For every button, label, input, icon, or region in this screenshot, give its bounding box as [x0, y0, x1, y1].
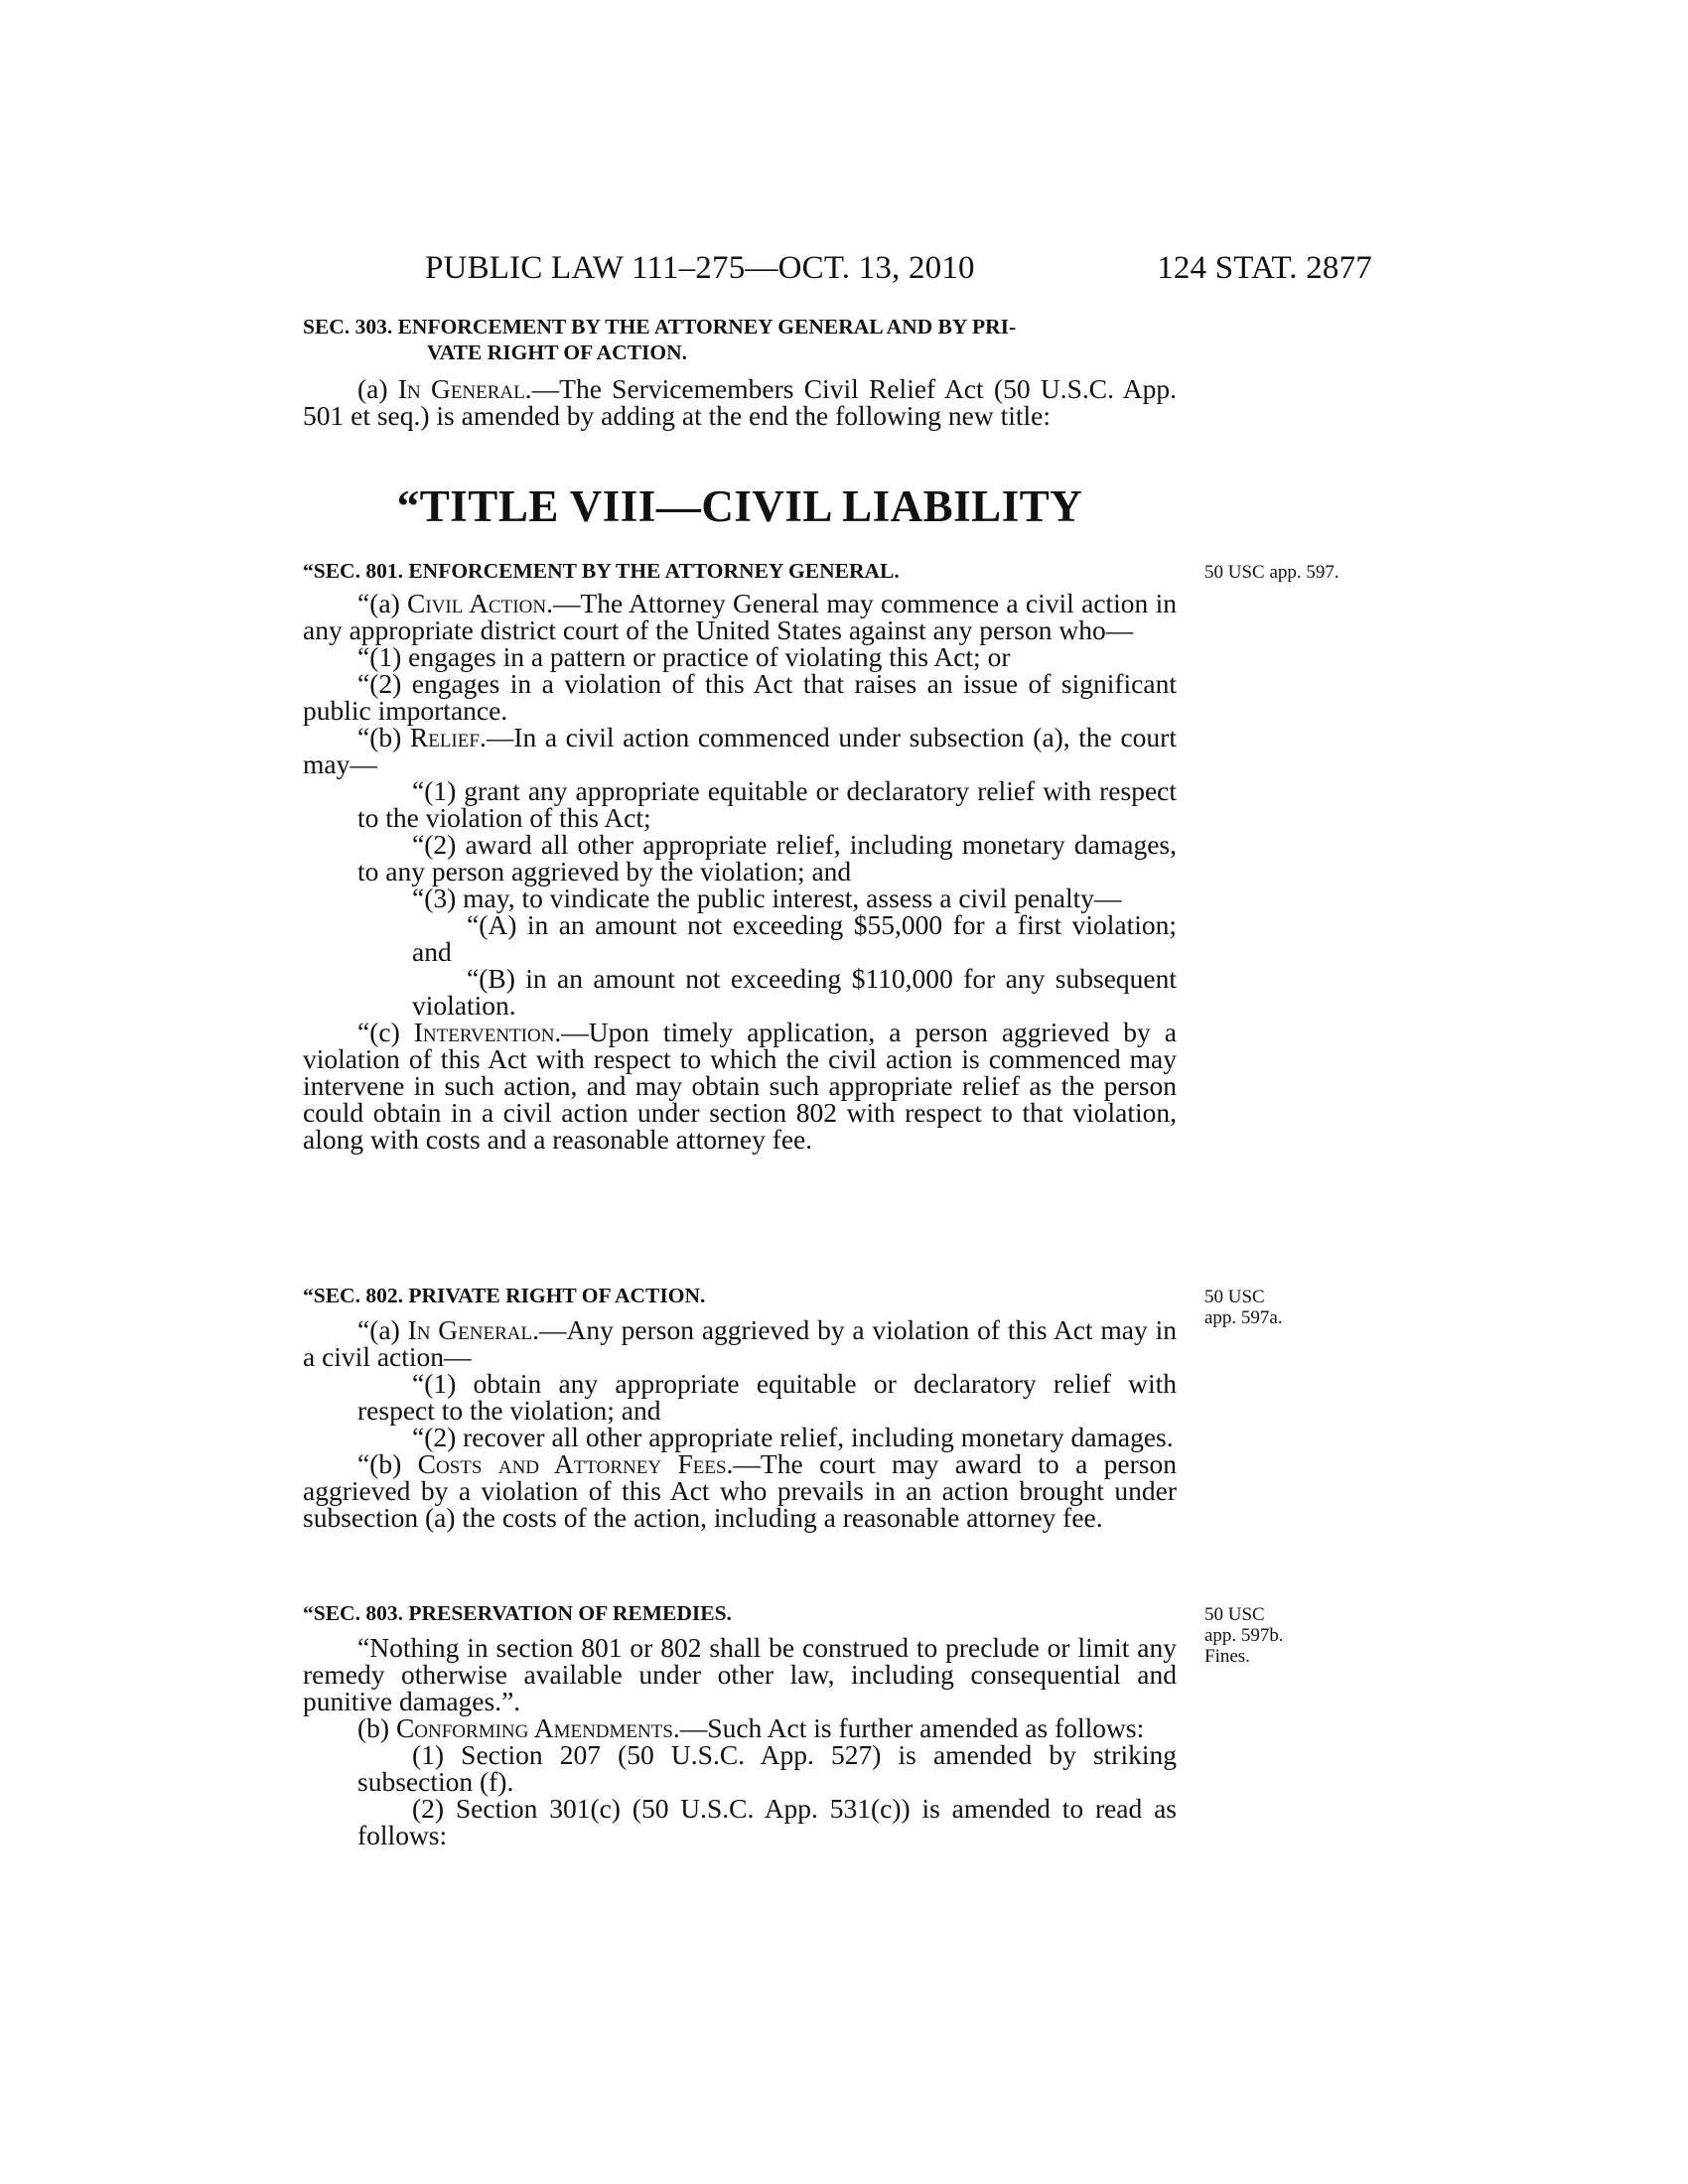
sec802-a1: “(1) obtain any appropriate equitable or declaratory relief with respect to the violation; and [357, 1368, 1177, 1426]
sec801-block [303, 558, 1177, 1153]
sec801-b2: “(2) award all other appropriate relief, including monetary damages, to any person aggrieved by the violation; and [357, 829, 1177, 887]
margin-note-sec801: 50 USC app. 597. [1204, 562, 1339, 583]
sec303-block [303, 314, 1177, 429]
sec803-text: “Nothing in section 801 or 802 shall be construed to preclude or limit any remedy otherwise available under other law, including consequential and punitive damages.”. [303, 1632, 1177, 1716]
sec303-b2: (2) Section 301(c) (50 U.S.C. App. 531(c)) is amended to read as follows: [357, 1793, 1177, 1850]
sec802-block [303, 1283, 1177, 1531]
sec801-heading: “SEC. 801. ENFORCEMENT BY THE ATTORNEY GENERAL. [303, 559, 900, 583]
sec801-b-paragraph [303, 724, 1177, 777]
margin-note-sec803-line2: app. 597b. [1204, 1625, 1284, 1646]
sec303-b1: (1) Section 207 (50 U.S.C. App. 527) is amended by striking subsection (f). [357, 1739, 1177, 1797]
margin-note-sec803 [1204, 1604, 1383, 1667]
sec802-a-text: .—Any person aggrieved by a violation of this Act may in a civil action— [303, 1314, 1177, 1372]
sec801-b3A: “(A) in an amount not exceeding $55,000 for a first violation; and [412, 909, 1177, 967]
sec801-b1: “(1) grant any appropriate equitable or declaratory relief with respect to the violation of this Act; [357, 775, 1177, 833]
sec303-heading-line2: VATE RIGHT OF ACTION. [427, 341, 688, 364]
sec303-b-prefix: (b) [357, 1712, 396, 1743]
margin-note-sec802 [1204, 1287, 1383, 1328]
sec801-a-prefix: “(a) [357, 588, 408, 618]
sec801-b3B: “(B) in an amount not exceeding $110,000 for any subsequent violation. [412, 963, 1177, 1021]
margin-note-sec802-line1: 50 USC [1204, 1287, 1265, 1307]
margin-note-sec802-line2: app. 597a. [1204, 1307, 1283, 1328]
sec801-c-text: .—Upon timely application, a person aggrieved by a violation of this Act with respect to which the civil action is commenced may intervene in such action, and may obtain such appropriate relief as the person could obtain in a civil action under section 802 with respect to that violation, along with costs and a reasonable attorney fee. [303, 1017, 1177, 1155]
sec303-a-text: .—The Servicemembers Civil Relief Act (50 U.S.C. App. 501 et seq.) is amended by adding at the end the following new title: [303, 373, 1178, 431]
sec801-c-paragraph [303, 1019, 1177, 1153]
title-viii-block [303, 480, 1177, 532]
sec802-a2: “(2) recover all other appropriate relief, including monetary damages. [412, 1422, 1174, 1452]
sec801-c-prefix: “(c) [357, 1017, 414, 1047]
sec801-a1: “(1) engages in a pattern or practice of violating this Act; or [357, 641, 1011, 672]
sec801-b3: “(3) may, to vindicate the public interest, assess a civil penalty— [412, 883, 1122, 913]
sec801-a-paragraph [303, 590, 1177, 643]
sec801-a2: “(2) engages in a violation of this Act that raises an issue of significant public importance. [303, 668, 1177, 726]
sec303-heading-line1: SEC. 303. ENFORCEMENT BY THE ATTORNEY GENERAL AND BY PRI- [303, 315, 1017, 339]
running-header-left: PUBLIC LAW 111–275—OCT. 13, 2010 [425, 250, 975, 286]
sec801-b-prefix: “(b) [357, 722, 410, 752]
sec801-a-text: .—The Attorney General may commence a civil action in any appropriate district court of the United States against any person who— [303, 588, 1177, 645]
title-viii-heading: “TITLE VIII—CIVIL LIABILITY [396, 481, 1083, 531]
sec303-b-paragraph [303, 1714, 1177, 1741]
sec802-b-caption: Costs and Attorney Fees [417, 1448, 727, 1479]
sec801-b-text: .—In a civil action commenced under subsection (a), the court may— [303, 722, 1177, 779]
sec802-b-prefix: “(b) [357, 1448, 418, 1479]
margin-note-sec803-line3: Fines. [1204, 1646, 1250, 1667]
sec303-b-text: .—Such Act is further amended as follows: [672, 1712, 1145, 1743]
sec303-a-prefix: (a) [357, 373, 398, 404]
sec802-b-paragraph [303, 1450, 1177, 1531]
sec802-a-caption: In General [407, 1314, 533, 1345]
sec803-heading: “SEC. 803. PRESERVATION OF REMEDIES. [303, 1601, 732, 1625]
sec801-c-caption: Intervention [413, 1017, 555, 1047]
sec303-a-paragraph [303, 375, 1177, 429]
running-header-right: 124 STAT. 2877 [1157, 250, 1372, 286]
sec303-a-caption: In General [397, 373, 525, 404]
sec802-a-paragraph [303, 1316, 1177, 1370]
sec801-b-caption: Relief [409, 722, 480, 752]
sec802-a-prefix: “(a) [357, 1314, 408, 1345]
margin-note-sec803-line1: 50 USC [1204, 1604, 1265, 1625]
sec303-b-caption: Conforming Amendments [395, 1712, 673, 1743]
sec802-b-text: .—The court may award to a person aggrieved by a violation of this Act who prevails in an action brought under subsection (a) the costs of the action, including a reasonable attorney fee. [303, 1448, 1177, 1533]
sec801-a-caption: Civil Action [407, 588, 547, 618]
sec803-block [303, 1600, 1177, 1848]
sec802-heading: “SEC. 802. PRIVATE RIGHT OF ACTION. [303, 1284, 706, 1307]
sec303-heading [303, 314, 1177, 365]
